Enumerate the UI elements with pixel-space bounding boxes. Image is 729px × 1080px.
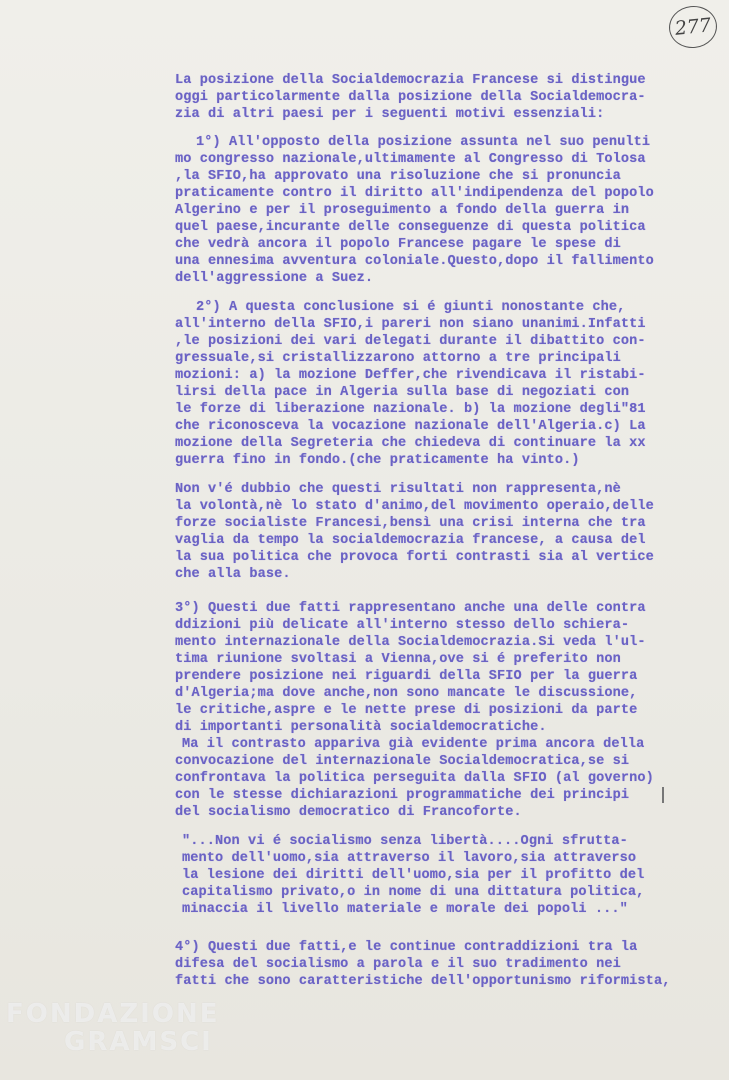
text-line: dell'aggressione a Suez. [175, 271, 374, 286]
text-line: la sua politica che provoca forti contrasti sia al vertice [175, 550, 654, 565]
watermark-line-2: GRAMSCI [64, 1027, 213, 1057]
text-line: 4°) Questi due fatti,e le continue contraddizioni tra la [175, 940, 638, 955]
text-line: ddizioni più delicate all'interno stesso dello schiera- [175, 618, 630, 633]
text-line: d'Algeria;ma dove anche,non sono mancate le discussione, [175, 686, 638, 701]
text-line: "...Non vi é socialismo senza libertà....Ogni sfrutta- [182, 834, 628, 849]
margin-mark [662, 787, 664, 803]
text-line: gressuale,si cristallizzarono attorno a tre principali [175, 351, 621, 366]
text-line: di importanti personalità socialdemocratiche. [175, 720, 547, 735]
text-line: praticamente contro il diritto all'indipendenza del popolo [175, 186, 654, 201]
text-line: tima riunione svoltasi a Vienna,ove si é preferito non [175, 652, 621, 667]
text-line: con le stesse dichiarazioni programmatiche dei principi [175, 788, 630, 803]
text-line: 1°) All'opposto della posizione assunta nel suo penulti [196, 135, 651, 150]
text-line: le forze di liberazione nazionale. b) la mozione degli"81 [175, 402, 646, 417]
text-line: 2°) A questa conclusione si é giunti nonostante che, [196, 300, 626, 315]
text-line: prendere posizione nei riguardi della SFIO per la guerra [175, 669, 638, 684]
text-line: Ma il contrasto appariva già evidente prima ancora della [182, 737, 645, 752]
text-line: Non v'é dubbio che questi risultati non rappresenta,nè [175, 482, 621, 497]
text-line: la lesione dei diritti dell'uomo,sia per il profitto del [182, 868, 645, 883]
text-line: minaccia il livello materiale e morale dei popoli ..." [182, 902, 628, 917]
watermark-line-1: FONDAZIONE [6, 999, 220, 1029]
text-line: mento dell'uomo,sia attraverso il lavoro,sia attraverso [182, 851, 637, 866]
text-line: del socialismo democratico di Francoforte. [175, 805, 522, 820]
text-line: difesa del socialismo a parola e il suo tradimento nei [175, 957, 621, 972]
text-line: ,la SFIO,ha approvato una risoluzione che si pronuncia [175, 169, 621, 184]
text-line: convocazione del internazionale Socialdemocratica,se si [175, 754, 630, 769]
text-line: confrontava la politica perseguita dalla SFIO (al governo) [175, 771, 654, 786]
page-number-stamp: 277 [667, 4, 719, 51]
text-line: che riconosceva la vocazione nazionale dell'Algeria.c) La [175, 419, 646, 434]
text-line: mo congresso nazionale,ultimamente al Congresso di Tolosa [175, 152, 646, 167]
watermark [6, 1000, 219, 1056]
text-line: vaglia da tempo la socialdemocrazia francese, a causa del [175, 533, 646, 548]
text-line: La posizione della Socialdemocrazia Francese si distingue [175, 73, 646, 88]
text-line: che vedrà ancora il popolo Francese pagare le spese di [175, 237, 621, 252]
text-line: mozione della Segreteria che chiedeva di continuare la xx [175, 436, 646, 451]
text-line: Algerino e per il proseguimento a fondo della guerra in [175, 203, 630, 218]
text-line: zia di altri paesi per i seguenti motivi essenziali: [175, 107, 605, 122]
text-line: lirsi della pace in Algeria sulla base di negoziati con [175, 385, 630, 400]
text-line: mozioni: a) la mozione Deffer,che rivendicava il ristabi- [175, 368, 646, 383]
text-line: la volontà,nè lo stato d'animo,del movimento operaio,delle [175, 499, 654, 514]
text-line: quel paese,incurante delle conseguenze di questa politica [175, 220, 646, 235]
text-line: fatti che sono caratteristiche dell'opportunismo riformista, [175, 974, 671, 989]
text-line: oggi particolarmente dalla posizione della Socialdemocra- [175, 90, 646, 105]
text-line: le critiche,aspre e le nette prese di posizioni da parte [175, 703, 638, 718]
text-line: guerra fino in fondo.(che praticamente ha vinto.) [175, 453, 580, 468]
text-line: capitalismo privato,o in nome di una dittatura politica, [182, 885, 645, 900]
text-line: ,le posizioni dei vari delegati durante il dibattito con- [175, 334, 646, 349]
text-line: una ennesima avventura coloniale.Questo,dopo il fallimento [175, 254, 654, 269]
text-line: che alla base. [175, 567, 291, 582]
text-line: all'interno della SFIO,i pareri non siano unanimi.Infatti [175, 317, 646, 332]
text-line: 3°) Questi due fatti rappresentano anche una delle contra [175, 601, 646, 616]
text-line: mento internazionale della Socialdemocrazia.Si veda l'ul- [175, 635, 646, 650]
text-line: forze socialiste Francesi,bensì una crisi interna che tra [175, 516, 646, 531]
